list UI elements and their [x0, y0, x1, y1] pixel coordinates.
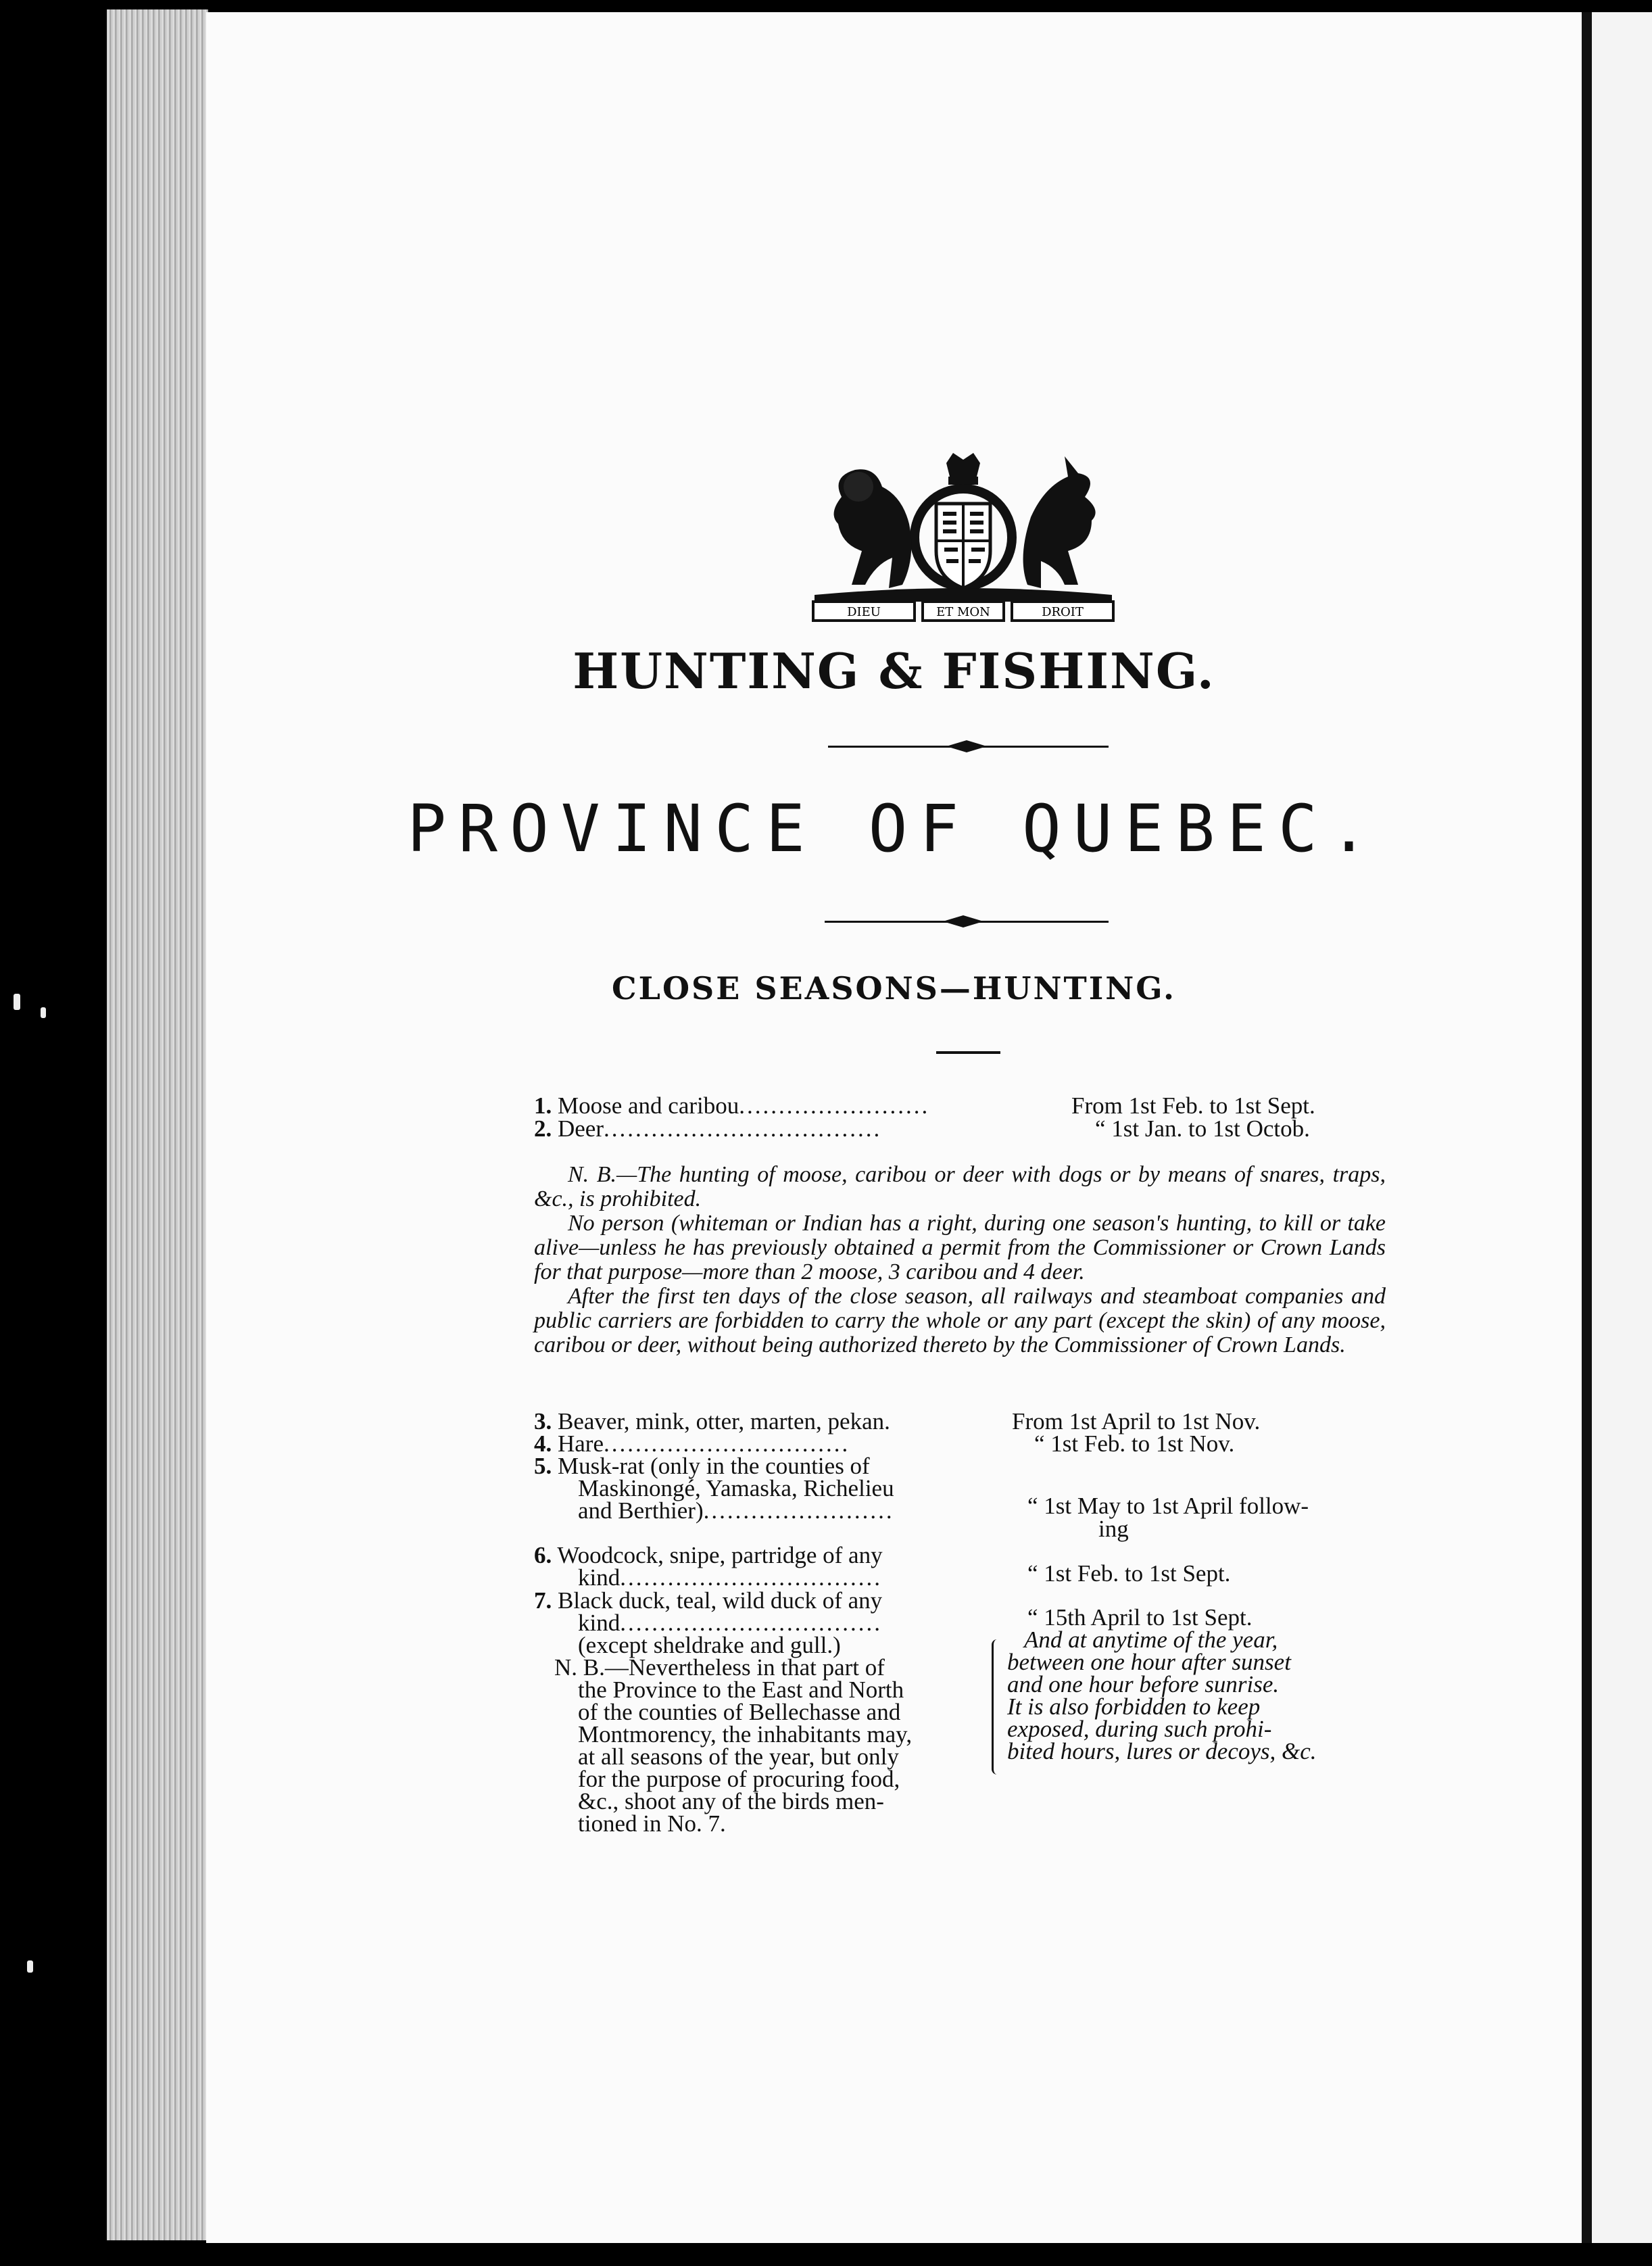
nb-left-line: for the purpose of procuring food, — [578, 1766, 900, 1792]
list-item — [534, 1117, 881, 1141]
item-season: “ 1st May to 1st April follow- — [1027, 1493, 1309, 1519]
motto-word-1: DIEU — [847, 605, 881, 619]
item-leader-dots: ................................. — [620, 1564, 882, 1591]
item-label: Woodcock, snipe, partridge of any — [557, 1542, 883, 1568]
item-season: “ 1st Jan. to 1st Octob. — [1095, 1115, 1310, 1142]
item-number: 2. — [534, 1115, 552, 1142]
list-item — [534, 1094, 929, 1118]
item-label-continued: Maskinongé, Yamaska, Richelieu — [578, 1475, 894, 1501]
page-subtitle: PROVINCE OF QUEBEC. — [407, 791, 1381, 867]
nb-right-line: between one hour after sunset — [1007, 1649, 1291, 1675]
page-stack-edge — [107, 9, 208, 2240]
item-label: kind — [578, 1610, 621, 1636]
item-season: From 1st April to 1st Nov. — [1012, 1408, 1261, 1435]
item-number: 6. — [534, 1542, 552, 1568]
page-title: HUNTING & FISHING. — [573, 642, 1215, 700]
nb-right-line: And at anytime of the year, — [1024, 1626, 1278, 1653]
item-season-continued: ing — [1098, 1516, 1129, 1542]
document-page — [206, 12, 1582, 2243]
facing-page-edge — [1592, 12, 1652, 2243]
nb-right-line: It is also forbidden to keep — [1007, 1693, 1261, 1720]
nb-paragraph: No person (whiteman or Indian has a right, during one season's hunting, to kill or take alive—unless he has previously obtained a permit from the Commissioner or Crown Lands for that purpose—more than 2 moose, 3 caribou and 4 deer. — [534, 1211, 1386, 1284]
motto-word-3: DROIT — [1042, 605, 1084, 619]
item-leader-dots: ............................... — [604, 1430, 850, 1457]
nb-right-line: exposed, during such prohi- — [1007, 1716, 1272, 1742]
book-gutter — [1582, 12, 1592, 2243]
item-season: “ 1st Feb. to 1st Nov. — [1034, 1430, 1235, 1457]
motto-word-2: ET MON — [936, 605, 990, 619]
item-label: kind — [578, 1564, 621, 1591]
item-number: 7. — [534, 1587, 552, 1614]
item-label-continued: (except sheldrake and gull.) — [578, 1632, 841, 1658]
item-label: Moose and caribou — [558, 1092, 739, 1119]
item-label-continued — [578, 1499, 894, 1523]
nb-left-line: Montmorency, the inhabitants may, — [578, 1721, 913, 1747]
brace-divider — [992, 1639, 1000, 1775]
nb-left-line: tioned in No. 7. — [578, 1810, 726, 1837]
item-season: “ 15th April to 1st Sept. — [1027, 1604, 1253, 1631]
item-label: Beaver, mink, otter, marten, pekan. — [558, 1408, 890, 1435]
item-number: 5. — [534, 1453, 552, 1479]
item-number: 1. — [534, 1092, 552, 1119]
section-heading: CLOSE SEASONS—HUNTING. — [612, 970, 1176, 1007]
item-leader-dots: ................................... — [604, 1115, 882, 1142]
nb-right-line: and one hour before sunrise. — [1007, 1671, 1280, 1697]
item-season: From 1st Feb. to 1st Sept. — [1071, 1092, 1315, 1119]
royal-coat-of-arms-emblem — [801, 450, 1125, 625]
item-label: Deer — [558, 1115, 604, 1142]
nb-paragraph: N. B.—The hunting of moose, caribou or deer with dogs or by means of snares, traps, &c., is prohibited. — [534, 1162, 1386, 1211]
nb-paragraph: After the first ten days of the close season, all railways and steamboat companies and public carriers are forbidden to carry the whole or any part (except the skin) of any moose, caribou or deer, without being authorized thereto by the Commissioner of Crown Lands. — [534, 1284, 1386, 1357]
item-label: Hare — [558, 1430, 604, 1457]
item-number: 4. — [534, 1430, 552, 1457]
item-number: 3. — [534, 1408, 552, 1435]
nb-right-line: bited hours, lures or decoys, &c. — [1007, 1738, 1317, 1764]
item-label-continued — [578, 1566, 882, 1590]
section-rule — [936, 1051, 1000, 1054]
item-leader-dots: ................................. — [620, 1610, 882, 1636]
item-season: “ 1st Feb. to 1st Sept. — [1027, 1560, 1231, 1587]
item-leader-dots: ........................ — [739, 1092, 930, 1119]
item-leader-dots: ........................ — [703, 1497, 894, 1524]
nb-left-line: &c., shoot any of the birds men- — [578, 1788, 884, 1814]
nb-left-line: N. B.—Nevertheless in that part of — [554, 1654, 885, 1681]
nb-left-line: of the counties of Bellechasse and — [578, 1699, 901, 1725]
item-label: Musk-rat (only in the counties of — [558, 1453, 870, 1479]
item-label: Black duck, teal, wild duck of any — [558, 1587, 883, 1614]
nb-left-line: at all seasons of the year, but only — [578, 1743, 899, 1770]
nb-left-line: the Province to the East and North — [578, 1677, 904, 1703]
nota-bene-block — [534, 1163, 1386, 1357]
item-label: and Berthier) — [578, 1497, 704, 1524]
